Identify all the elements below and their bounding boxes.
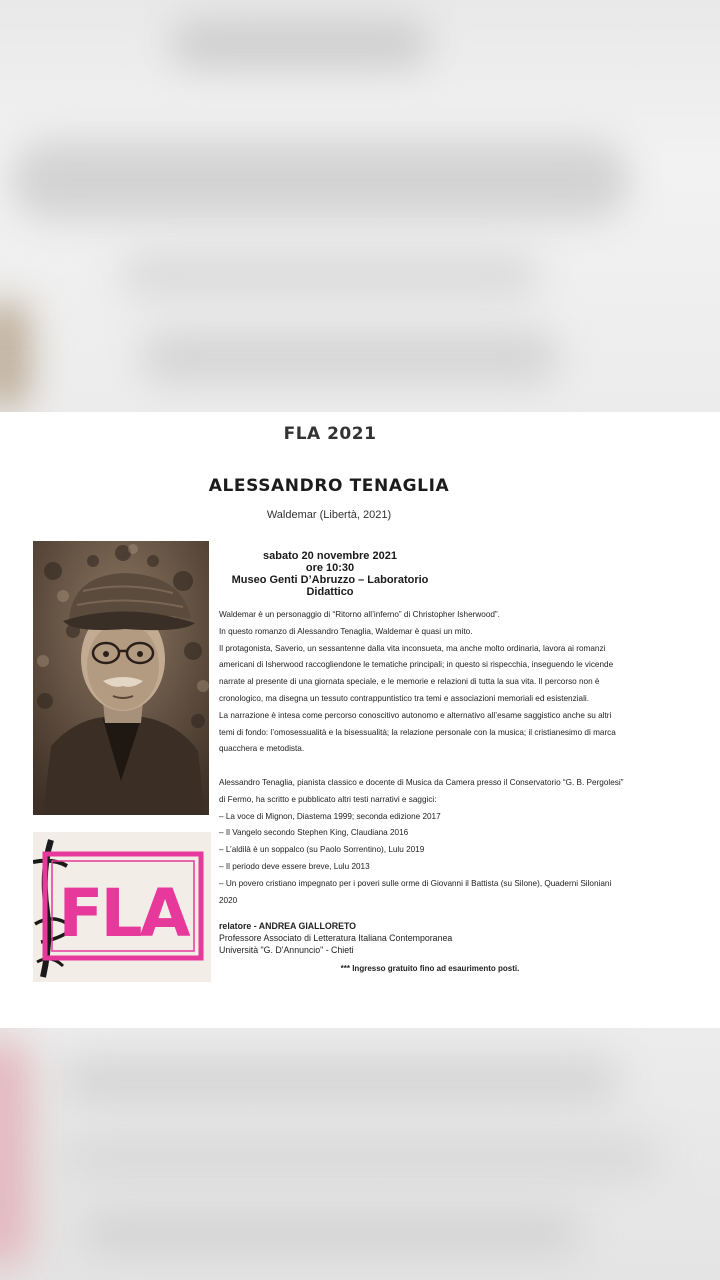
description-line: americani di Isherwood raccogliendone le tematiche principali; in questo si rispecchia, inseguendo le vicende (219, 660, 614, 670)
description-line: temi di fondo: l’omosessualità e la bisessualità; la relazione personale con la musica; il cristianesimo di marca (219, 727, 616, 737)
description-line: narrate al presente di una giornata speciale, e le memorie e relazioni di tutta la sua vita. Il percorso non è (219, 677, 600, 687)
author-photo (33, 541, 209, 815)
description-line: Waldemar è un personaggio di “Ritorno all’inferno” di Christopher Isherwood”. (219, 610, 500, 619)
speaker-university: Università "G. D'Annuncio" - Chieti (219, 945, 354, 955)
speaker-block (219, 920, 639, 956)
event-venue: Museo Genti D’Abruzzo – Laboratorio Didattico (231, 574, 429, 598)
speaker-heading: relatore - ANDREA GIALLORETO (219, 921, 357, 931)
bio-line: Alessandro Tenaglia, pianista classico e docente di Musica da Camera presso il Conservatorio “G. B. Pergolesi” (219, 777, 624, 787)
festival-title: FLA 2021 (283, 424, 377, 444)
bio-line: – Il periodo deve essere breve, Lulu 2013 (219, 861, 370, 871)
bio-line: – Un povero cristiano impegnato per i poveri sulle orme di Giovanni il Battista (su Silone), Quaderni Siloniani (219, 878, 612, 888)
event-poster (0, 412, 720, 1028)
fla-logo (33, 832, 211, 982)
admission-note: *** Ingresso gratuito fino ad esaurimento posti. (340, 964, 520, 973)
bio-line: – La voce di Mignon, Diastema 1999; seconda edizione 2017 (219, 811, 441, 821)
event-details (220, 550, 440, 598)
author-name: ALESSANDRO TENAGLIA (208, 476, 450, 496)
event-date: sabato 20 novembre 2021 (263, 550, 397, 562)
logo-wordmark: FLA (58, 875, 188, 952)
book-title: Waldemar (Libertà, 2021) (266, 509, 392, 521)
bio-line: di Fermo, ha scritto e pubblicato altri testi narrativi e saggici: (219, 794, 437, 804)
description-line: cronologico, ma disegna un tessuto contrappuntistico tra temi e associazioni memoriali ed esistenziali. (219, 693, 589, 703)
bio-line: 2020 (219, 895, 238, 905)
description-line: Il protagonista, Saverio, un sessantenne dalla vita inconsueta, ma anche molto ordinaria, lavora ai romanzi (219, 643, 606, 653)
blurred-background-top (0, 0, 720, 412)
bio-line: – L’aldilà è un soppalco (su Paolo Sorrentino), Lulu 2019 (219, 845, 425, 855)
description-line: In questo romanzo di Alessandro Tenaglia, Waldemar è quasi un mito. (219, 626, 473, 636)
description-line: quacchera e metodista. (219, 744, 305, 754)
event-time: ore 10:30 (305, 562, 355, 574)
description-line: La narrazione è intesa come percorso conoscitivo autonomo e alternativo all’esame saggistico anche su altri (219, 710, 612, 720)
description-text (219, 607, 629, 909)
speaker-role: Professore Associato di Letteratura Italiana Contemporanea (219, 933, 453, 943)
blurred-background-bottom (0, 1028, 720, 1280)
bio-line: – Il Vangelo secondo Stephen King, Claudiana 2016 (219, 828, 409, 838)
